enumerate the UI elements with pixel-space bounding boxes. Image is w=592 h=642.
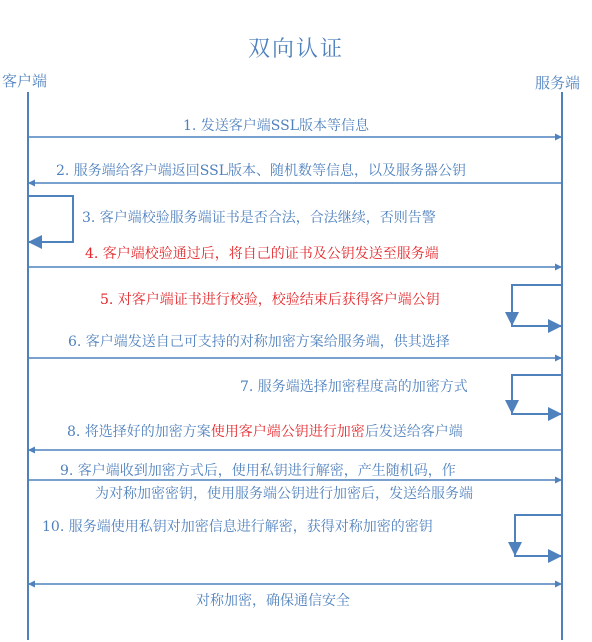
step-4-label: 4. 客户端校验通过后，将自己的证书及公钥发送至服务端 — [85, 246, 439, 262]
step-5-label: 5. 对客户端证书进行校验，校验结束后获得客户端公钥 — [100, 292, 440, 308]
step-8-label-pre: 8. 将选择好的加密方案 — [67, 424, 211, 440]
step-8-label-highlight: 使用客户端公钥进行加密 — [210, 424, 365, 440]
step-8-label — [67, 423, 463, 441]
self-loop-step-10 — [515, 515, 562, 556]
server-lifeline-label: 服务端 — [535, 74, 581, 92]
client-lifeline-label: 客户端 — [2, 72, 48, 90]
step-8-label-post: 后发送给客户端 — [364, 424, 463, 440]
step-3-label: 3. 客户端校验服务端证书是否合法，合法继续，否则告警 — [82, 210, 436, 226]
step-9-label-line-1: 9. 客户端收到加密方式后，使用私钥进行解密，产生随机码，作 — [60, 463, 456, 479]
diagram-title: 双向认证 — [247, 37, 344, 62]
step-10-label: 10. 服务端使用私钥对加密信息进行解密，获得对称加密的密钥 — [42, 519, 433, 535]
step-2-label: 2. 服务端给客户端返回SSL版本、随机数等信息，以及服务器公钥 — [56, 163, 467, 179]
self-loop-step-3 — [28, 196, 73, 242]
step-6-label: 6. 客户端发送自己可支持的对称加密方案给服务端，供其选择 — [68, 334, 450, 350]
step-9-label-line-2: 为对称加密密钥，使用服务端公钥进行加密后，发送给服务端 — [95, 486, 473, 502]
step-1-label: 1. 发送客户端SSL版本等信息 — [183, 118, 370, 134]
step-7-label: 7. 服务端选择加密程度高的加密方式 — [240, 379, 468, 395]
self-loop-step-5 — [512, 285, 562, 326]
final-label: 对称加密，确保通信安全 — [196, 593, 350, 609]
self-loop-step-7 — [512, 375, 562, 414]
